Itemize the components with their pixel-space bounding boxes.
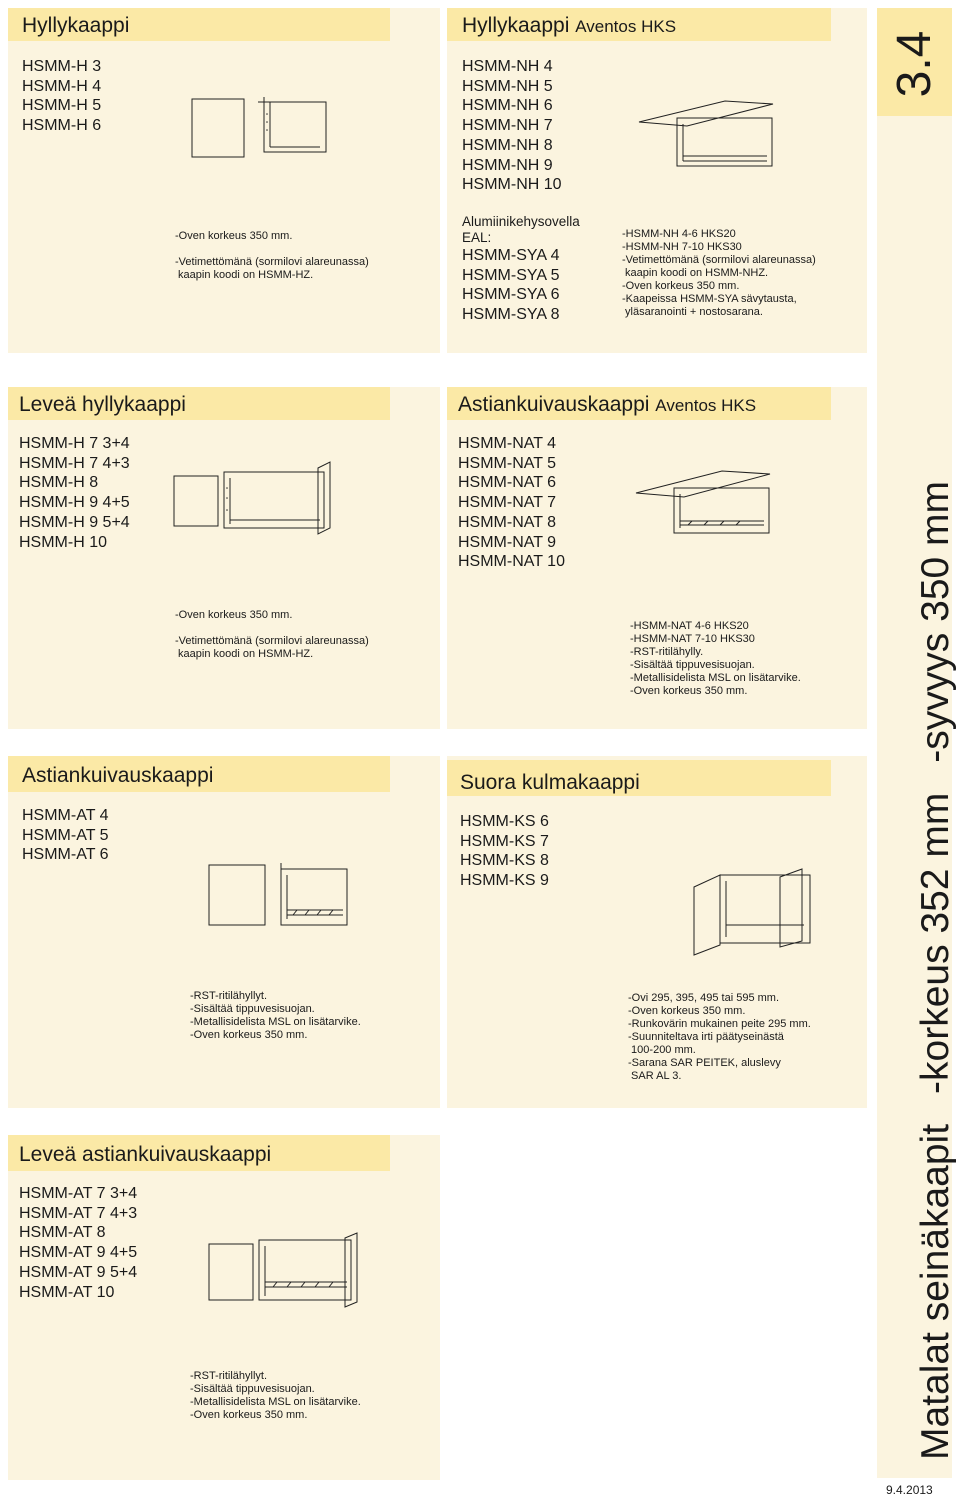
model-list-aventos: HSMM-NH 4 HSMM-NH 5 HSMM-NH 6 HSMM-NH 7 HSMM-NH 8 HSMM-NH 9 HSMM-NH 10: [462, 58, 562, 194]
alu-model-list-aventos: HSMM-SYA 4 HSMM-SYA 5 HSMM-SYA 6 HSMM-SYA 8: [462, 247, 560, 324]
cabinet-drawing-aventos: [635, 98, 780, 173]
alu-label-aventos: Alumiinikehysovella EAL:: [462, 214, 580, 245]
section-number: 3.4: [888, 30, 941, 98]
cabinet-drawing-levea-astia: [205, 1230, 365, 1310]
model-list-levea-astia: HSMM-AT 7 3+4 HSMM-AT 7 4+3 HSMM-AT 8 HSMM-AT 9 4+5 HSMM-AT 9 5+4 HSMM-AT 10: [19, 1185, 138, 1301]
cabinet-drawing-astia: [205, 855, 355, 935]
notes-astia: -RST-ritilähyllyt. -Sisältää tippuvesisuojan. -Metallisidelista MSL on lisätarvike. -Oven korkeus 350 mm.: [190, 990, 361, 1041]
notes-aventos: -HSMM-NH 4-6 HKS20 -HSMM-NH 7-10 HKS30 -Vetimettömänä (sormilovi alareunassa) kaapin koodi on HSMM-NHZ. -Oven korkeus 350 mm. -Kaapeissa HSMM-SYA sävytausta, yläsaranointi + nostosarana.: [622, 228, 816, 318]
model-list-levea-hylly: HSMM-H 7 3+4 HSMM-H 7 4+3 HSMM-H 8 HSMM-H 9 4+5 HSMM-H 9 5+4 HSMM-H 10: [19, 435, 130, 551]
side-spec-depth: -syvyys 350 mm: [914, 480, 957, 763]
notes-astia-aventos: -HSMM-NAT 4-6 HKS20 -HSMM-NAT 7-10 HKS30 -RST-ritilähylly. -Sisältää tippuvesisuojan. -Metallisidelista MSL on lisätarvike. -Oven korkeus 350 mm.: [630, 620, 801, 697]
section-title-levea-hylly: Leveä hyllykaappi: [19, 393, 186, 416]
section-title-aventos: [462, 14, 676, 39]
notes-levea-hylly: -Oven korkeus 350 mm. -Vetimettömänä (sormilovi alareunassa) kaapin koodi on HSMM-HZ.: [175, 609, 369, 660]
cabinet-drawing-astia-aventos: [632, 465, 777, 540]
notes-hyllykaappi: -Oven korkeus 350 mm. -Vetimettömänä (sormilovi alareunassa) kaapin koodi on HSMM-HZ.: [175, 230, 369, 281]
model-list-hyllykaappi: HSMM-H 3 HSMM-H 4 HSMM-H 5 HSMM-H 6: [22, 58, 102, 135]
section-title-astia-aventos-main: Astiankuivauskaappi: [458, 393, 650, 416]
section-title-aventos-sub: Aventos HKS: [575, 17, 677, 36]
model-list-kulma: HSMM-KS 6 HSMM-KS 7 HSMM-KS 8 HSMM-KS 9: [460, 813, 549, 890]
cabinet-drawing-hyllykaappi: [188, 92, 338, 162]
model-list-astia: HSMM-AT 4 HSMM-AT 5 HSMM-AT 6: [22, 807, 109, 864]
side-spec-height: -korkeus 352 mm: [914, 792, 957, 1094]
section-title-aventos-main: Hyllykaappi: [462, 14, 570, 37]
side-main-title: Matalat seinäkaapit: [914, 1123, 957, 1460]
side-vertical-title: [914, 451, 958, 1460]
section-title-astia: Astiankuivauskaappi: [22, 764, 214, 787]
cabinet-drawing-levea-hylly: [170, 458, 335, 538]
notes-levea-astia: -RST-ritilähyllyt. -Sisältää tippuvesisuojan. -Metallisidelista MSL on lisätarvike. -Oven korkeus 350 mm.: [190, 1370, 361, 1421]
section-title-astia-aventos: [458, 393, 756, 418]
notes-kulma: -Ovi 295, 395, 495 tai 595 mm. -Oven korkeus 350 mm. -Runkovärin mukainen peite 295 mm. -Suunniteltava irti päätyseinästä 100-200 mm. -Sarana SAR PEITEK, aluslevy SAR AL 3.: [628, 992, 811, 1082]
cabinet-drawing-kulma: [690, 865, 830, 960]
document-date: 9.4.2013: [886, 1483, 933, 1497]
model-list-astia-aventos: HSMM-NAT 4 HSMM-NAT 5 HSMM-NAT 6 HSMM-NAT 7 HSMM-NAT 8 HSMM-NAT 9 HSMM-NAT 10: [458, 435, 565, 571]
section-title-levea-astia: Leveä astiankuivauskaappi: [19, 1143, 272, 1166]
section-title-hyllykaappi: Hyllykaappi: [22, 14, 130, 37]
section-title-kulma: Suora kulmakaappi: [460, 771, 640, 794]
section-title-astia-aventos-sub: Aventos HKS: [655, 396, 757, 415]
